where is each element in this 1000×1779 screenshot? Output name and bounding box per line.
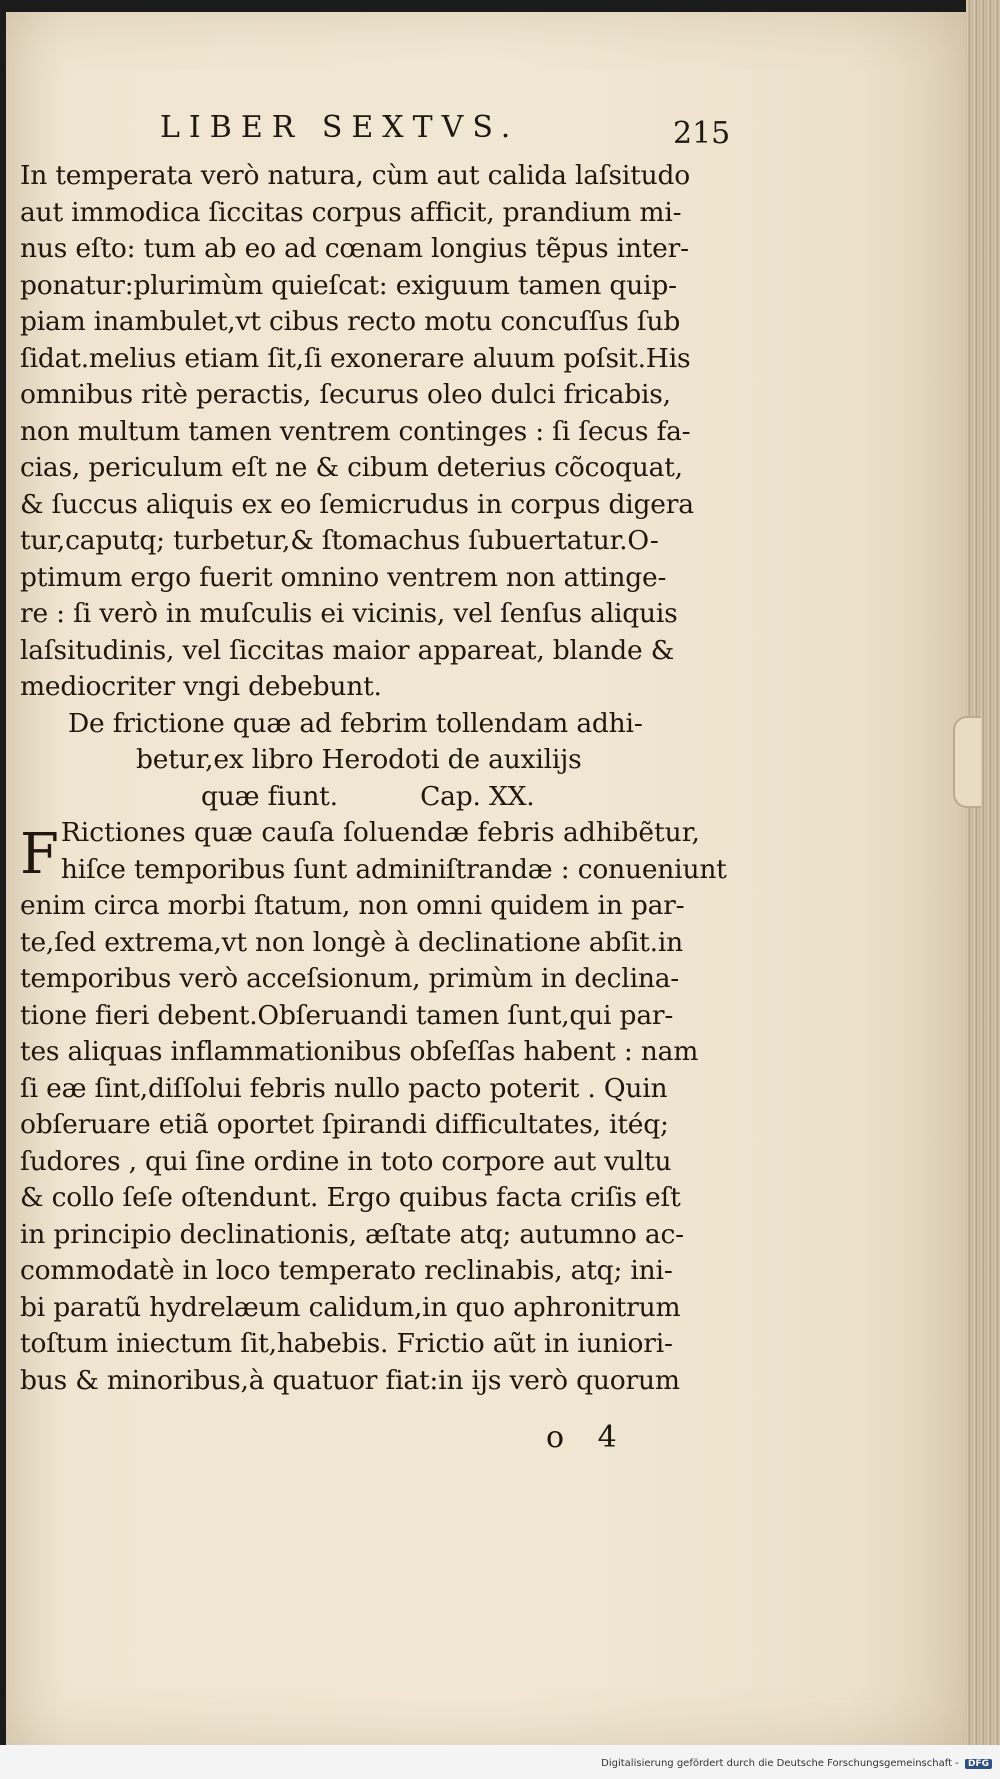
text-line: ptimum ergo fuerit omnino ventrem non attinge- (20, 561, 667, 593)
drop-cap: F (20, 822, 59, 887)
text-line: ponatur:plurimùm quieſcat: exiguum tamen quip- (20, 269, 677, 301)
page-edge (966, 0, 1000, 1745)
text-line: ſi eæ ſint,diſſolui febris nullo pacto poterit . Quin (20, 1072, 668, 1104)
text-line: In temperata verò natura, cùm aut calida laſsitudo (20, 160, 690, 191)
text-line: piam inambulet,vt cibus recto motu concuſſus ſub (20, 306, 681, 337)
text-line: tur,caputq; turbetur,& ſtomachus ſubuertatur.O- (20, 525, 659, 556)
text-line: laſsitudinis, vel ſiccitas maior appareat, blande & (20, 634, 675, 666)
text-line: re : ſi verò in muſculis ei vicinis, vel ſenſus aliquis (20, 598, 678, 629)
text-line: Rictiones quæ cauſa ſoluendæ febris adhibẽtur, (60, 817, 700, 848)
text-line: te,ſed extrema,vt non longè à declinatione abſit.in (20, 926, 683, 958)
text-line: tione fieri debent.Obſeruandi tamen ſunt,qui par- (20, 999, 674, 1031)
text-line: obſeruare etiã oportet ſpirandi difficultates, itéq; (20, 1109, 669, 1140)
heading-line: quæ fiunt. Cap. XX. (201, 780, 535, 812)
page-number: 215 (673, 116, 731, 151)
credit-text: Digitalisierung gefördert durch die Deutsche Forschungsgemeinschaft - (601, 1758, 959, 1769)
text-line: ſudores , qui ſine ordine in toto corpore aut vultu (20, 1145, 672, 1177)
running-title: LIBER SEXTVS. (160, 110, 520, 145)
text-line: nus eſto: tum ab eo ad cœnam longius tẽpus inter- (20, 233, 689, 264)
text-line: omnibus ritè peractis, ſecurus oleo dulci fricabis, (20, 379, 671, 410)
dfg-logo: DFG (965, 1759, 992, 1769)
text-line: aut immodica ſiccitas corpus afficit, prandium mi- (20, 196, 682, 228)
page-tab-marker (953, 716, 981, 808)
paragraph-1 (20, 158, 735, 706)
chapter-heading (20, 706, 735, 816)
text-line: cias, periculum eſt ne & cibum deterius cõcoquat, (20, 452, 683, 483)
text-line: temporibus verò acceſsionum, primùm in declina- (20, 963, 680, 994)
page-body (20, 158, 735, 1399)
text-line: enim circa morbi ſtatum, non omni quidem in par- (20, 890, 685, 921)
text-line: mediocriter vngi debebunt. (20, 671, 382, 702)
digitization-credit (601, 1758, 992, 1769)
text-line: ſidat.melius etiam ſit,ſi exonerare aluum poſsit.His (20, 342, 691, 374)
text-line: tes aliquas inflammationibus obſeſſas habent : nam (20, 1036, 699, 1067)
text-line: bus & minoribus,à quatuor fiat:in ijs verò quorum (20, 1364, 680, 1396)
text-line: hiſce temporibus ſunt adminiſtrandæ : conueniunt (60, 853, 727, 885)
text-line: non multum tamen ventrem continges : ſi ſecus fa- (20, 415, 691, 447)
heading-line: De frictione quæ ad febrim tollendam adhi- (68, 707, 643, 739)
text-line: commodatè in loco temperato reclinabis, atq; ini- (20, 1255, 673, 1286)
signature-mark: o 4 (546, 1420, 629, 1455)
text-line: in principio declinationis, æſtate atq; autumno ac- (20, 1218, 684, 1250)
text-line: bi paratũ hydrelæum calidum,in quo aphronitrum (20, 1291, 681, 1323)
paragraph-2 (20, 815, 735, 1399)
text-line: toſtum iniectum ſit,habebis. Frictio aũt in iuniori- (20, 1328, 673, 1359)
heading-line: betur,ex libro Herodoti de auxilijs (136, 744, 582, 775)
text-line: & collo ſeſe oſtendunt. Ergo quibus facta criſis eſt (20, 1182, 681, 1213)
text-line: & ſuccus aliquis ex eo ſemicrudus in corpus digera (20, 488, 694, 520)
